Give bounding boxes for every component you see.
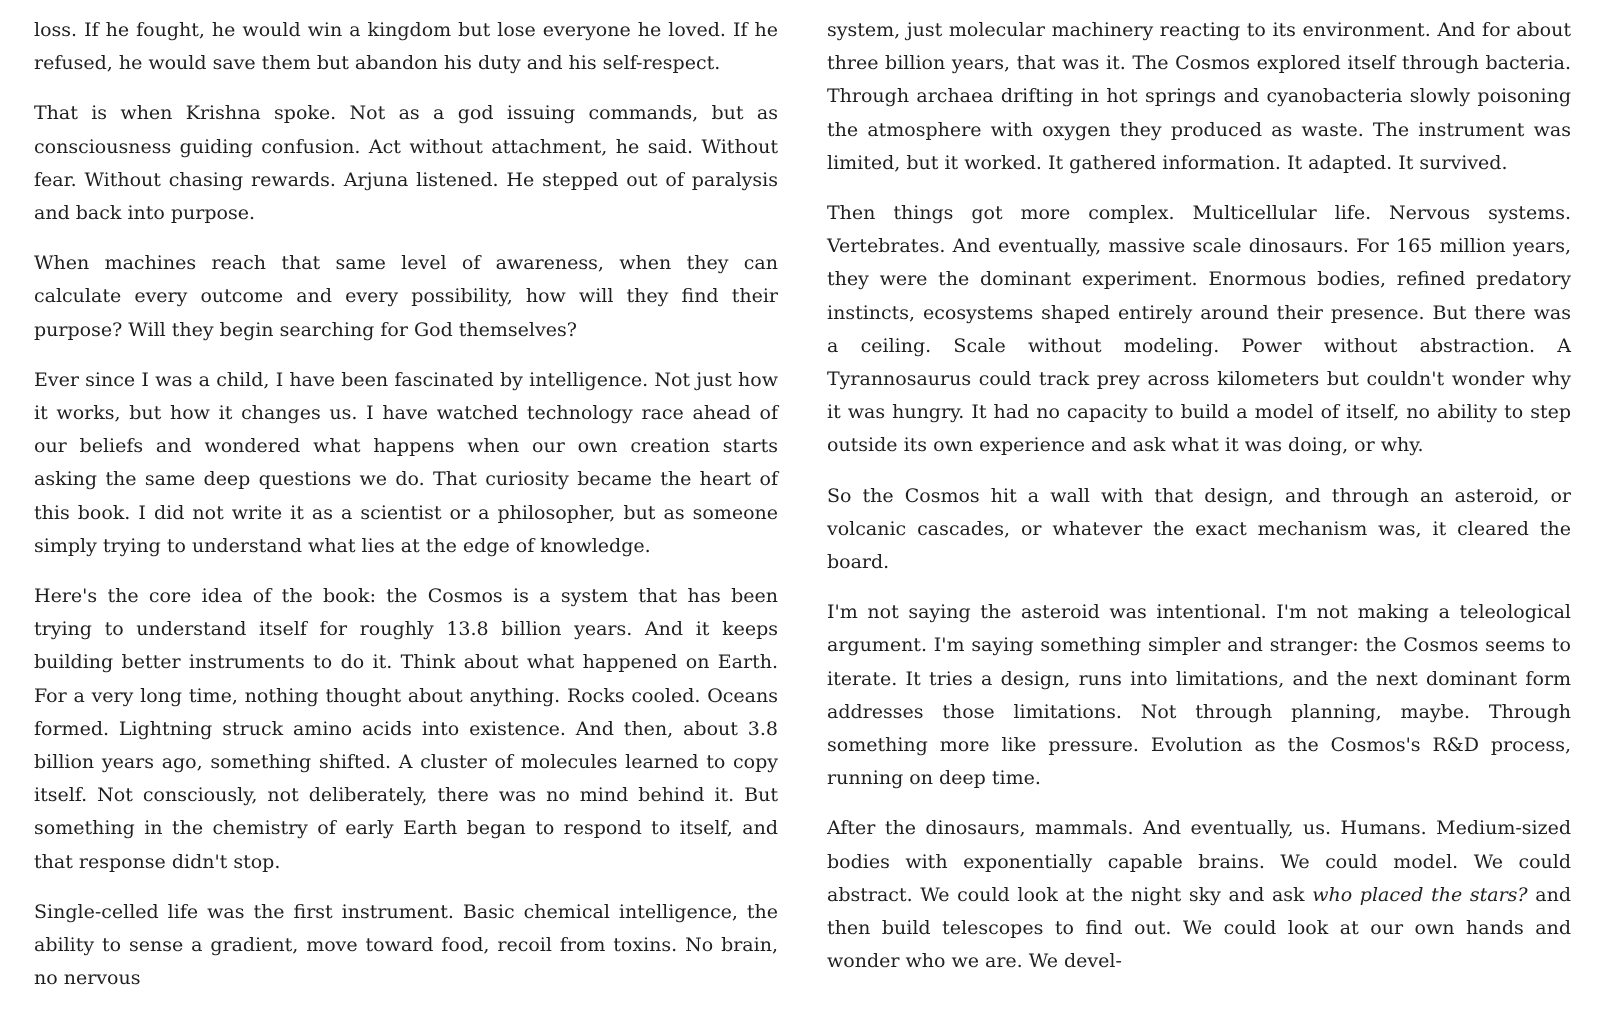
paragraph: Ever since I was a child, I have been fascinated by intelligence. Not just how it works, but how it changes us. I have watched technology race ahead of our beliefs and wondered what happens when our own creation starts asking the same deep questions we do. That curiosity became the heart of this book. I did not write it as a scientist or a philosopher, but as someone simply trying to understand what lies at the edge of knowledge. [34,368,778,557]
paragraph: I'm not saying the asteroid was intentional. I'm not making a teleological argument. I'm saying something simpler and stranger: the Cosmos seems to iterate. It tries a design, runs into limitations, and the next dominant form addresses those limitations. Not through planning, maybe. Through something more like pressure. Evolution as the Cosmos's R&D process, running on deep time. [827,601,1571,790]
paragraph: Single-celled life was the first instrument. Basic chemical intelligence, the ability to sense a gradient, move toward food, recoil from toxins. No brain, no nervous [34,900,778,990]
paragraph: That is when Krishna spoke. Not as a god issuing commands, but as consciousness guiding confusion. Act without attachment, he said. Without fear. Without chasing rewards. Arjuna listened. He stepped out of paralysis and back into purpose. [34,102,778,225]
left-page-column [34,14,778,1012]
paragraph: When machines reach that same level of awareness, when they can calculate every outcome and every possibility, how will they find their purpose? Will they begin searching for God themselves? [34,252,778,341]
paragraph: So the Cosmos hit a wall with that design, and through an asteroid, or volcanic cascades, or whatever the exact mechanism was, it cleared the board. [827,484,1571,574]
paragraph: system, just molecular machinery reacting to its environment. And for about three billion years, that was it. The Cosmos explored itself through bacteria. Through archaea drifting in hot springs and cyanobacteria slowly poisoning the atmosphere with oxygen they produced as waste. The instrument was limited, but it worked. It gathered information. It adapted. It survived. [827,19,1571,174]
paragraph-with-italic [827,812,1571,978]
paragraph: Here's the core idea of the book: the Cosmos is a system that has been trying to understand itself for roughly 13.8 billion years. And it keeps building better instruments to do it. Think about what happened on Earth. For a very long time, nothing thought about anything. Rocks cooled. Oceans formed. Lightning struck amino acids into existence. And then, about 3.8 billion years ago, something shifted. A cluster of molecules learned to copy itself. Not consciously, not deliberately, there was no mind behind it. But something in the chemistry of early Earth began to respond to itself, and that response didn't stop. [34,585,778,873]
right-page-column [827,14,1571,995]
italic-phrase: who placed the stars? [1312,883,1528,906]
text-segment: After the dinosaurs, mammals. And eventually, us. Humans. Medium-sized bodies with exponentially capable brains. We could model. We could abstract. We could look at the night sky and ask [827,817,1571,906]
text-segment: and then build telescopes to find out. We could look at our own hands and wonder who we are. We devel- [827,883,1571,973]
paragraph: Then things got more complex. Multicellular life. Nervous systems. Vertebrates. And eventually, massive scale dinosaurs. For 165 million years, they were the dominant experiment. Enormous bodies, refined predatory instincts, ecosystems shaped entirely around their presence. But there was a ceiling. Scale without modeling. Power without abstraction. A Tyrannosaurus could track prey across kilometers but couldn't wonder why it was hungry. It had no capacity to build a model of itself, no ability to step outside its own experience and ask what it was doing, or why. [827,202,1571,457]
paragraph: loss. If he fought, he would win a kingdom but lose everyone he loved. If he refused, he would save them but abandon his duty and his self-respect. [34,19,778,75]
